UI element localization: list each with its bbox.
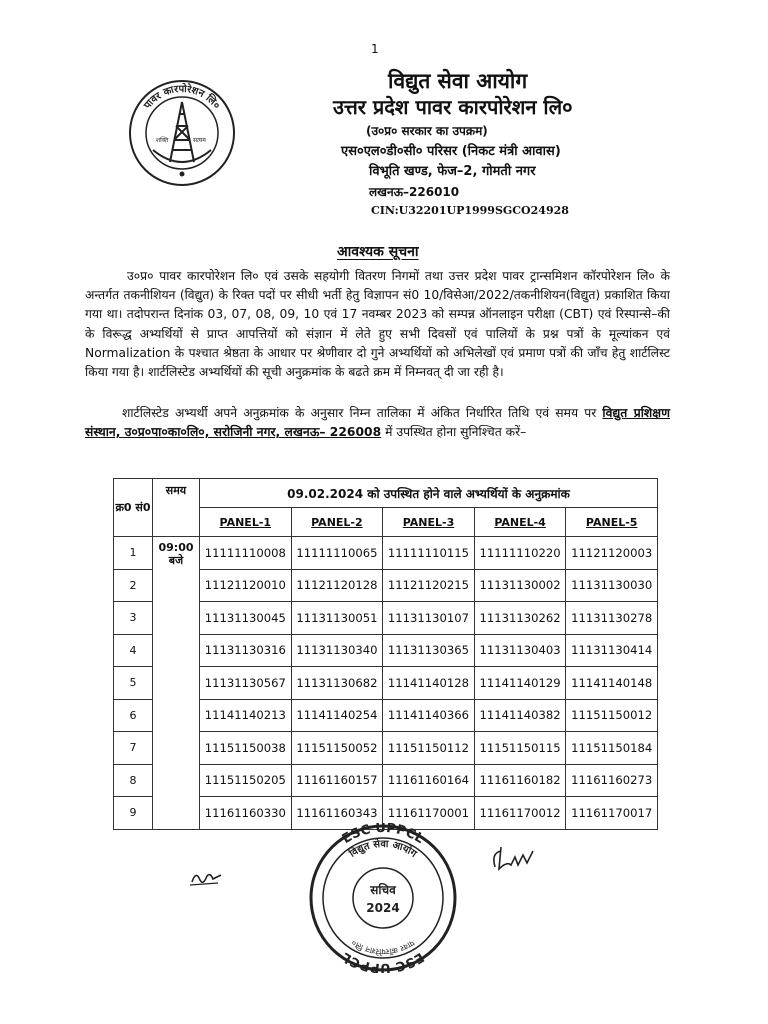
- panel-header: PANEL-1: [200, 508, 292, 537]
- sr-no: 9: [114, 797, 153, 830]
- logo-inner-right: सत्यम: [193, 137, 206, 144]
- seal-title: सचिव: [370, 883, 396, 897]
- roll-number: 11161160343: [291, 797, 383, 830]
- sr-no: 5: [114, 667, 153, 700]
- roll-number: 11161160273: [566, 764, 658, 797]
- roll-number: 11111110220: [474, 537, 566, 570]
- roll-number: 11151150205: [200, 764, 292, 797]
- sr-no: 1: [114, 537, 153, 570]
- seal-year: 2024: [366, 901, 400, 915]
- roll-number: 11151150184: [566, 732, 658, 765]
- roll-number: 11161160157: [291, 764, 383, 797]
- govt-undertaking: (उ०प्र० सरकार का उपक्रम): [366, 124, 488, 138]
- roll-number: 11131130365: [383, 634, 475, 667]
- roll-number: 11151150012: [566, 699, 658, 732]
- roll-number: 11141140213: [200, 699, 292, 732]
- roll-number: 11111110115: [383, 537, 475, 570]
- roll-number: 11151150038: [200, 732, 292, 765]
- roll-number: 11131130403: [474, 634, 566, 667]
- roll-number: 11141140129: [474, 667, 566, 700]
- roll-number: 11131130262: [474, 602, 566, 635]
- seal-inner-text: विद्युत सेवा आयोग: [347, 838, 419, 860]
- table-title: 09.02.2024 को उपस्थित होने वाले अभ्यर्थियों के अनुक्रमांक: [200, 479, 658, 508]
- roll-number: 11161170017: [566, 797, 658, 830]
- notice-title: आवश्यक सूचना: [337, 244, 419, 260]
- official-seal: [308, 823, 458, 973]
- roll-number: 11131130051: [291, 602, 383, 635]
- table-row: [114, 537, 658, 570]
- reporting-time: 09:00 बजे: [153, 537, 200, 830]
- sr-no: 4: [114, 634, 153, 667]
- roll-number: 11151150112: [383, 732, 475, 765]
- roll-number: 11141140148: [566, 667, 658, 700]
- paragraph-2-intro: शार्टलिस्टेड अभ्यर्थी अपने अनुक्रमांक के अनुसार निम्न तालिका में अंकित निर्धारित तिथि एवं समय पर: [122, 406, 603, 420]
- roll-number: 11151150115: [474, 732, 566, 765]
- roll-number: 11141140366: [383, 699, 475, 732]
- roll-number: 11161160182: [474, 764, 566, 797]
- address-line-1: एस०एल०डी०सी० परिसर (निकट मंत्री आवास): [341, 144, 561, 159]
- page-number: 1: [371, 42, 379, 56]
- roll-number: 11161170001: [383, 797, 475, 830]
- org-name: विद्युत सेवा आयोग: [388, 69, 528, 93]
- roll-number: 11121120215: [383, 569, 475, 602]
- roll-number: 11131130414: [566, 634, 658, 667]
- address-city: लखनऊ–226010: [369, 185, 460, 199]
- seal-inner-bottom: पावर कॉरपोरेशन लि०: [349, 938, 417, 957]
- panel-header: PANEL-2: [291, 508, 383, 537]
- roll-number: 11161160330: [200, 797, 292, 830]
- signature-mark-left: [188, 866, 224, 888]
- roll-number: 11111110065: [291, 537, 383, 570]
- roll-number-table: [113, 478, 658, 830]
- roll-number: 11121120128: [291, 569, 383, 602]
- paragraph-2-end: में उपस्थित होना सुनिश्चित करें–: [381, 425, 527, 440]
- roll-number: 11131130045: [200, 602, 292, 635]
- panel-header: PANEL-3: [383, 508, 475, 537]
- seal-outer-text-bottom: ESC UPPCL: [339, 948, 427, 973]
- roll-number: 11131130682: [291, 667, 383, 700]
- roll-number: 11141140254: [291, 699, 383, 732]
- sr-no: 2: [114, 569, 153, 602]
- roll-number: 11131130340: [291, 634, 383, 667]
- roll-number: 11131130567: [200, 667, 292, 700]
- panel-header: PANEL-4: [474, 508, 566, 537]
- seal-outer-text: ESC UPPCL: [339, 823, 427, 848]
- letterhead: [333, 68, 673, 220]
- roll-number: 11131130316: [200, 634, 292, 667]
- roll-number: 11111110008: [200, 537, 292, 570]
- sr-no: 7: [114, 732, 153, 765]
- sr-no: 6: [114, 699, 153, 732]
- roll-number: 11141140128: [383, 667, 475, 700]
- roll-number: 11141140382: [474, 699, 566, 732]
- uppcl-logo: [127, 78, 237, 188]
- roll-number: 11131130002: [474, 569, 566, 602]
- notice-paragraph-2: [85, 404, 670, 442]
- roll-number: 11121120010: [200, 569, 292, 602]
- roll-number: 11131130278: [566, 602, 658, 635]
- roll-number: 11161170012: [474, 797, 566, 830]
- sr-no: 3: [114, 602, 153, 635]
- roll-number: 11131130030: [566, 569, 658, 602]
- cin-number: CIN:U32201UP1999SGCO24928: [371, 204, 569, 217]
- company-name: उत्तर प्रदेश पावर कारपोरेशन लि०: [333, 95, 573, 119]
- roll-number: 11131130107: [383, 602, 475, 635]
- venue-name: विद्युत प्रशिक्षण संस्थान, उ०प्र०पा०का०लि०, सरोजिनी नगर, लखनऊ– 226008: [85, 406, 670, 440]
- notice-paragraph-1: उ०प्र० पावर कारपोरेशन लि० एवं उसके सहयोगी वितरण निगमों तथा उत्तर प्रदेश पावर ट्रान्समिशन कॉरपोरेशन लि० के अन्तर्गत तकनीशियन (विद्युत) के रिक्त पदों पर सीधी भर्ती हेतु विज्ञापन सं0 10/विसेआ/2022/तकनीशियन(विद्युत) प्रकाशित किया गया था। तदोपरान्त दिनांक 03, 07, 08, 09, 10 एवं 17 नवम्बर 2023 को सम्पन्न ऑनलाइन परीक्षा (CBT) एवं रिस्पान्से–की के विरूद्ध अभ्यर्थियों से प्राप्त आपत्तियों को संज्ञान में लेते हुए सभी दिवसों एवं पालियों के प्रश्न पत्रों के मूल्यांकन एवं Normalization के पश्चात श्रेष्ठता के आधार पर श्रेणीवार दो गुने अभ्यर्थियों को अभिलेखों एवं प्रमाण पत्रों की जाँच हेतु शार्टलिस्ट किया गया है। शार्टलिस्टेड अभ्यर्थियों की सूची अनुक्रमांक के बढते क्रम में निम्नवत् दी जा रही है।: [85, 269, 670, 380]
- roll-number: 11121120003: [566, 537, 658, 570]
- logo-inner-left: शक्ति: [156, 137, 169, 144]
- panel-header: PANEL-5: [566, 508, 658, 537]
- logo-text: पावर कारपोरेशन लि०: [142, 83, 222, 112]
- roll-number: 11151150052: [291, 732, 383, 765]
- sr-no-header: क्र0 सं0: [114, 479, 153, 537]
- time-header: समय: [153, 479, 200, 537]
- roll-number: 11161160164: [383, 764, 475, 797]
- sr-no: 8: [114, 764, 153, 797]
- address-line-2: विभूति खण्ड, फेज–2, गोमती नगर: [369, 164, 536, 179]
- signature-mark-right: [487, 843, 539, 873]
